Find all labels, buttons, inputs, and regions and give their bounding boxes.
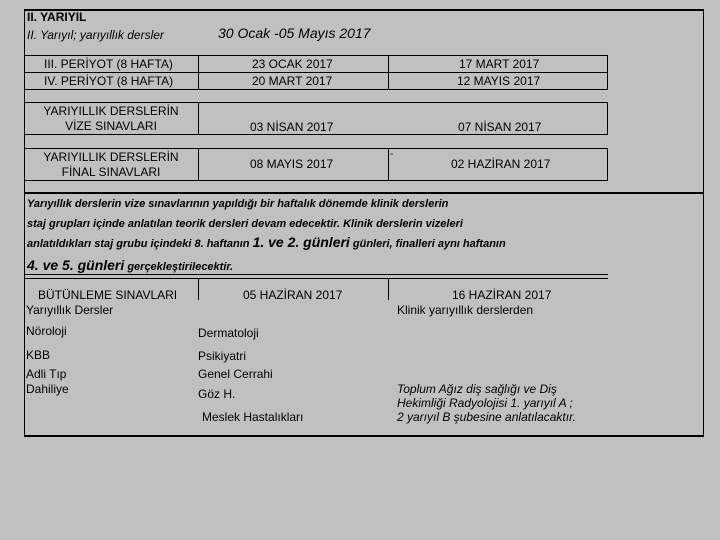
butunleme-col-line-1 xyxy=(198,278,199,300)
period-4-start: 20 MART 2017 xyxy=(252,74,333,88)
period-mid-line xyxy=(24,72,608,73)
final-label-1: YARIYILLIK DERSLERİN xyxy=(43,150,179,164)
vize-start: 03 NİSAN 2017 xyxy=(250,120,334,134)
period-3-label: III. PERİYOT (8 HAFTA) xyxy=(44,57,173,71)
butunleme-col-line-2 xyxy=(388,278,389,300)
course-goz: Göz H. xyxy=(198,387,236,401)
course-adli-tip: Adli Tıp xyxy=(26,367,67,381)
klinik-label: Klinik yarıyıllık derslerden xyxy=(397,303,534,317)
period-bottom-line xyxy=(24,89,608,90)
period-4-label: IV. PERİYOT (8 HAFTA) xyxy=(44,74,174,88)
final-end: 02 HAZİRAN 2017 xyxy=(451,157,551,171)
note-line-3a: anlatıldıkları staj grubu içindeki 8. haftanın xyxy=(27,238,253,250)
butunleme-top-line xyxy=(24,278,608,279)
period-col-line-1 xyxy=(198,55,199,89)
vize-top-line xyxy=(24,102,608,103)
final-top-line xyxy=(24,148,608,149)
semester-date-range: 30 Ocak -05 Mayıs 2017 xyxy=(218,25,371,41)
period-4-end: 12 MAYIS 2017 xyxy=(457,74,541,88)
vize-label-1: YARIYILLIK DERSLERİN xyxy=(43,104,179,118)
final-dash: - xyxy=(390,149,394,160)
vize-col-line-2 xyxy=(607,102,608,134)
period-top-line xyxy=(24,55,608,56)
side-note-line-3: 2 yarıyıl B şubesine anlatılacaktır. xyxy=(397,410,576,424)
side-note-line-1: Toplum Ağız diş sağlığı ve Diş xyxy=(397,382,557,396)
vize-label-2: VİZE SINAVLARI xyxy=(65,119,157,133)
final-bottom-line xyxy=(24,180,608,181)
course-genel-cerrahi: Genel Cerrahi xyxy=(198,367,273,381)
period-3-end: 17 MART 2017 xyxy=(459,57,540,71)
vize-bottom-line xyxy=(24,134,608,135)
butunleme-end: 16 HAZİRAN 2017 xyxy=(452,288,552,302)
course-kbb: KBB xyxy=(26,348,51,362)
final-col-line-2 xyxy=(388,148,389,180)
semester-title: II. YARIYIL xyxy=(27,10,87,24)
yariyillik-dersler-label: Yarıyıllık Dersler xyxy=(26,303,114,317)
period-3-start: 23 OCAK 2017 xyxy=(252,57,333,71)
note-line-4a: 4. ve 5. günleri xyxy=(27,257,125,273)
note-line-3c: günleri, finalleri aynı haftanın xyxy=(349,238,506,250)
vize-col-line-1 xyxy=(198,102,199,134)
vize-end: 07 NİSAN 2017 xyxy=(458,120,542,134)
note-line-3b: 1. ve 2. günleri xyxy=(252,234,350,250)
final-col-line-1 xyxy=(198,148,199,180)
course-meslek-hastaliklari: Meslek Hastalıkları xyxy=(202,410,304,424)
period-col-line-2 xyxy=(388,55,389,89)
course-dermatoloji: Dermatoloji xyxy=(198,326,259,340)
course-psikiyatri: Psikiyatri xyxy=(198,349,247,363)
note-line-1: Yarıyıllık derslerin vize sınavlarının yapıldığı bir haftalık dönemde klinik derslerin xyxy=(27,198,449,210)
butunleme-label: BÜTÜNLEME SINAVLARI xyxy=(38,288,178,302)
final-label-2: FİNAL SINAVLARI xyxy=(61,165,161,179)
butunleme-start: 05 HAZİRAN 2017 xyxy=(243,288,343,302)
course-dahiliye: Dahiliye xyxy=(26,382,69,396)
note-line-2: staj grupları içinde anlatılan teorik dersleri devam edecektir. Klinik derslerin vizeleri xyxy=(27,218,463,230)
side-note-line-2: Hekimliği Radyolojisi 1. yarıyıl A ; xyxy=(397,396,573,410)
final-start: 08 MAYIS 2017 xyxy=(250,157,334,171)
note-line-4b: gerçekleştirilecektir. xyxy=(124,261,234,273)
course-noroloji: Nöroloji xyxy=(26,324,67,338)
final-col-line-3 xyxy=(607,148,608,180)
period-col-line-3 xyxy=(607,55,608,89)
semester-subtitle: II. Yarıyıl; yarıyıllık dersler xyxy=(27,28,164,42)
note-bottom-line xyxy=(24,274,608,275)
note-line-3 xyxy=(27,232,506,254)
